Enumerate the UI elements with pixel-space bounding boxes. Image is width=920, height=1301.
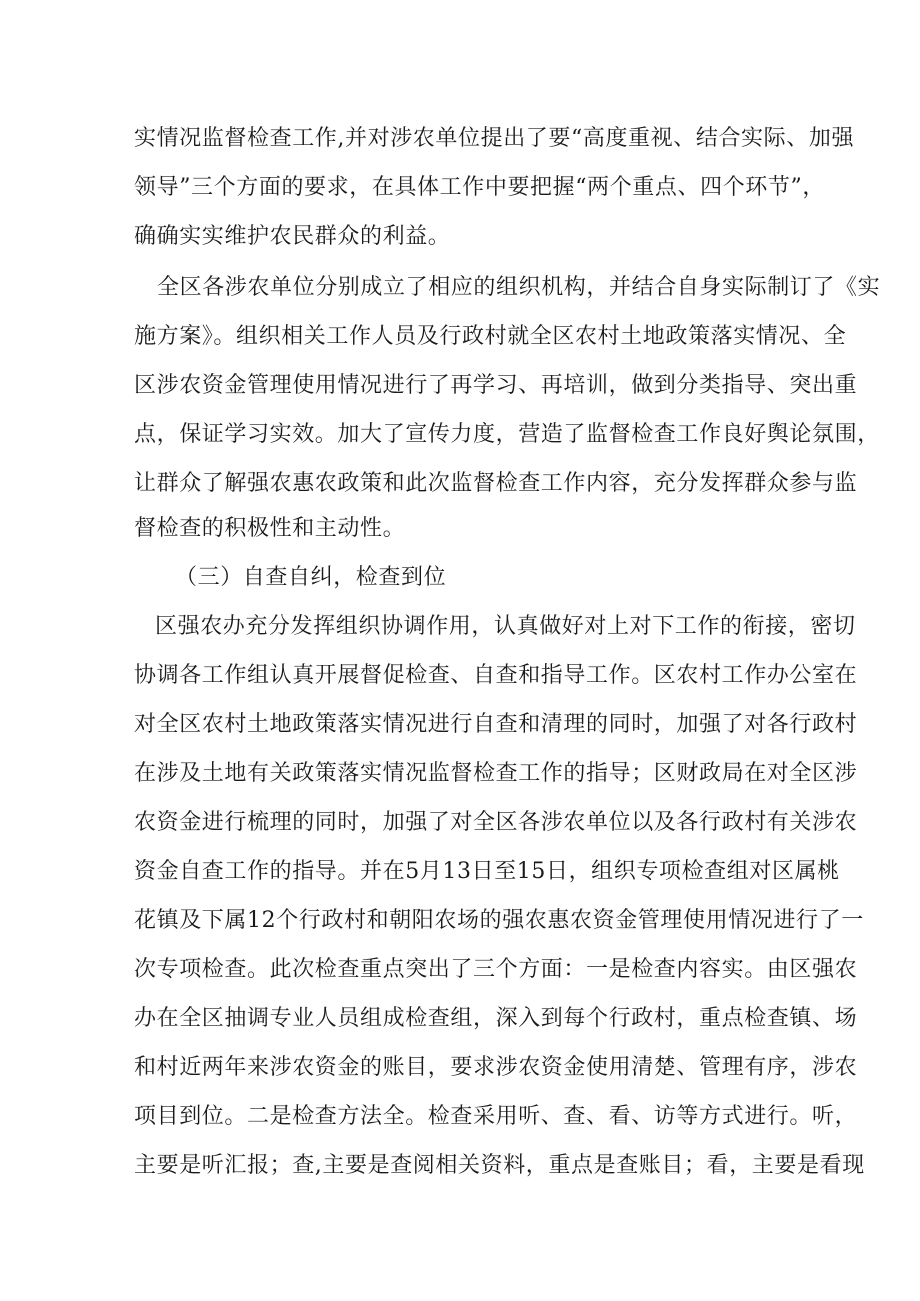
paragraph-line: 主要是听汇报；查,主要是查阅相关资料，重点是查账目；看，主要是看现 bbox=[134, 1153, 865, 1178]
paragraph-line: 让群众了解强农惠农政策和此次监督检查工作内容，充分发挥群众参与监 bbox=[134, 471, 858, 496]
paragraph-line: 点，保证学习实效。加大了宣传力度，营造了监督检查工作良好舆论氛围， bbox=[134, 422, 880, 447]
paragraph-line: 和村近两年来涉农资金的账目，要求涉农资金使用清楚、管理有序，涉农 bbox=[134, 1055, 858, 1080]
paragraph-line: 施方案》。组织相关工作人员及行政村就全区农村土地政策落实情况、全 bbox=[134, 324, 847, 349]
paragraph-line: 区强农办充分发挥组织协调作用，认真做好对上对下工作的衔接，密切 bbox=[155, 614, 856, 639]
paragraph-line: 确确实实维护农民群众的利益。 bbox=[134, 224, 451, 249]
paragraph-line: 全区各涉农单位分别成立了相应的组织机构，并结合自身实际制订了《实 bbox=[157, 275, 881, 300]
paragraph-line: 领导”三个方面的要求，在具体工作中要把握“两个重点、四个环节”， bbox=[134, 175, 825, 200]
paragraph-line: 农资金进行梳理的同时，加强了对全区各涉农单位以及各行政村有关涉农 bbox=[134, 810, 858, 835]
paragraph-line: 项目到位。二是检查方法全。检查采用听、查、看、访等方式进行。听， bbox=[134, 1104, 858, 1129]
paragraph-line: 资金自查工作的指导。并在5月13日至15日，组织专项检查组对区属桃 bbox=[134, 859, 840, 884]
paragraph-line: 次专项检查。此次检查重点突出了三个方面：一是检查内容实。由区强农 bbox=[134, 957, 858, 982]
section-heading: （三）自查自纠，检查到位 bbox=[175, 565, 447, 590]
paragraph-line: 办在全区抽调专业人员组成检查组，深入到每个行政村，重点检查镇、场 bbox=[134, 1006, 858, 1031]
paragraph-line: 在涉及土地有关政策落实情况监督检查工作的指导；区财政局在对全区涉 bbox=[134, 761, 858, 786]
paragraph-line: 督检查的积极性和主动性。 bbox=[134, 516, 406, 541]
paragraph-line: 区涉农资金管理使用情况进行了再学习、再培训，做到分类指导、突出重 bbox=[134, 373, 858, 398]
paragraph-line: 对全区农村土地政策落实情况进行自查和清理的同时，加强了对各行政村 bbox=[134, 712, 858, 737]
paragraph-line: 实情况监督检查工作,并对涉农单位提出了要“高度重视、结合实际、加强 bbox=[134, 126, 855, 151]
paragraph-line: 花镇及下属12个行政村和朝阳农场的强农惠农资金管理使用情况进行了一 bbox=[134, 908, 864, 933]
paragraph-line: 协调各工作组认真开展督促检查、自查和指导工作。区农村工作办公室在 bbox=[134, 663, 858, 688]
